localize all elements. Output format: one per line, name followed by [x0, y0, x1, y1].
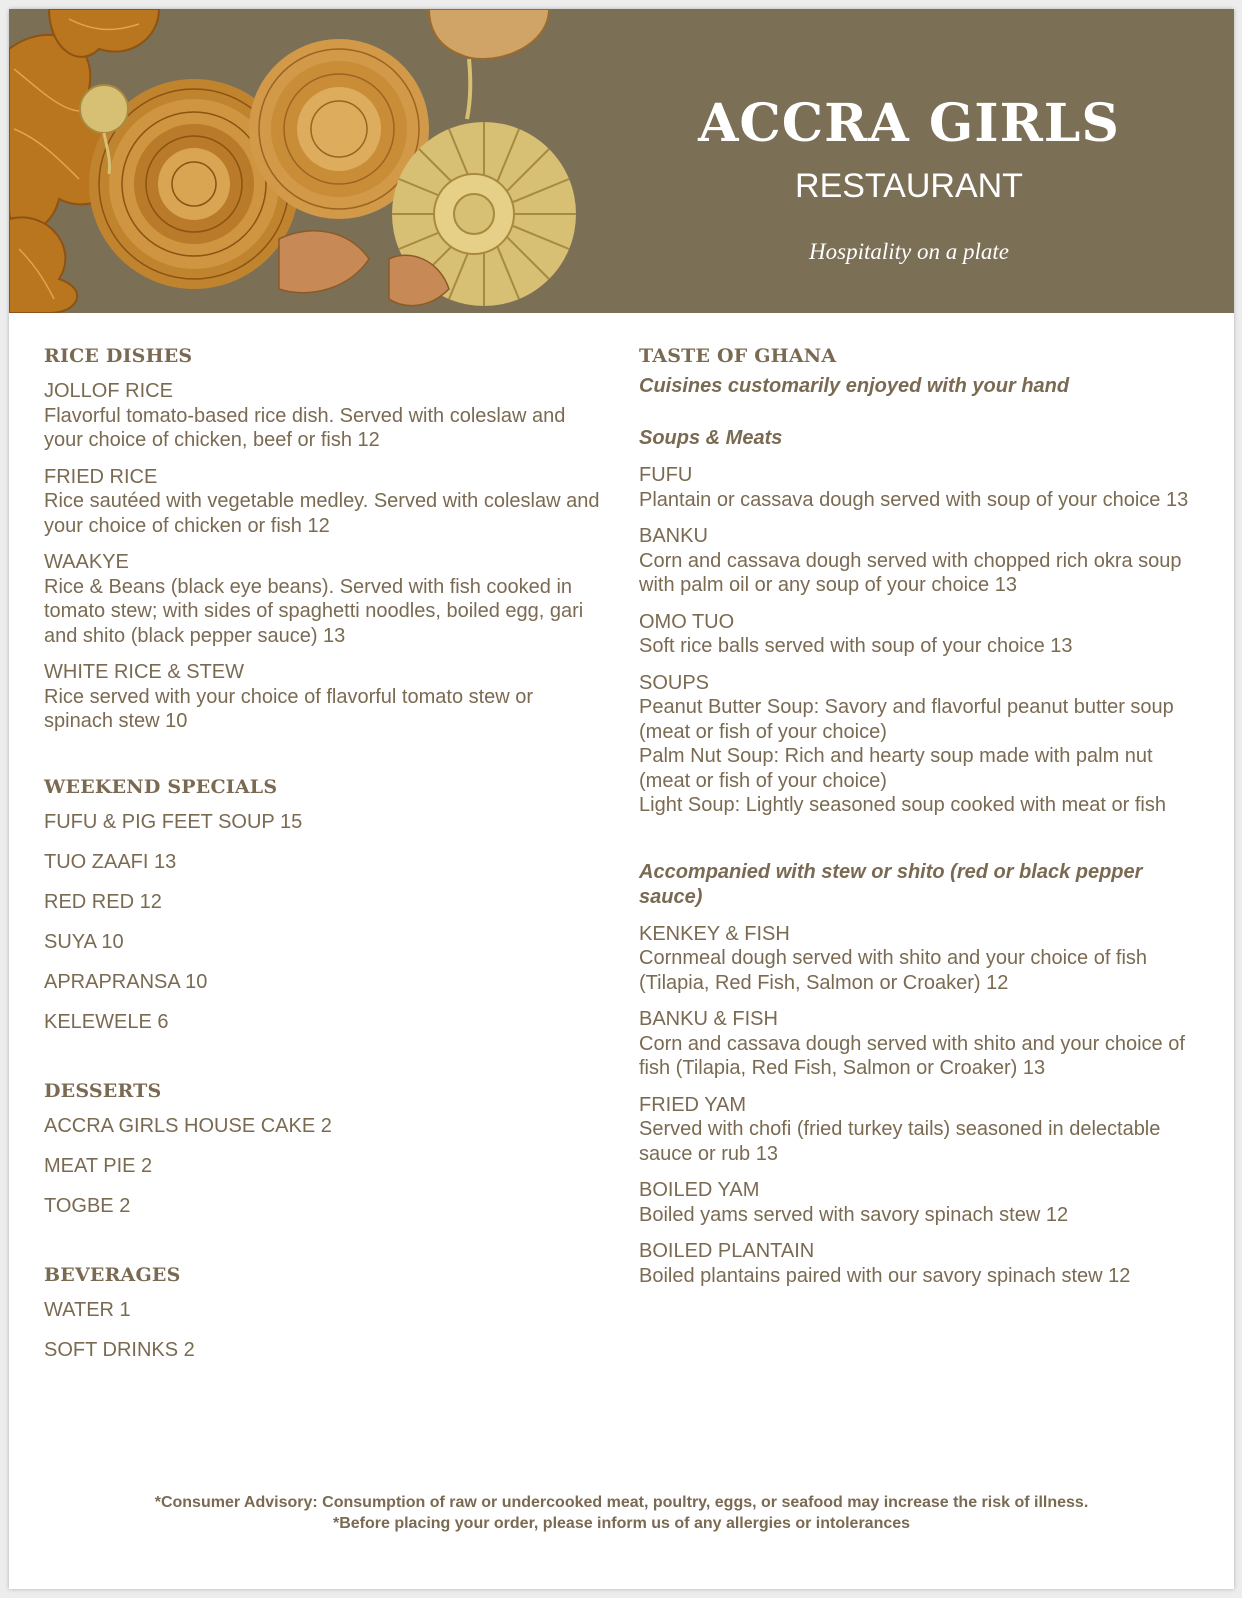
- item-name: BANKU: [639, 525, 708, 547]
- floral-decoration-icon: [9, 9, 609, 313]
- list-item: TOGBE 2: [44, 1194, 131, 1217]
- item-description: Rice sautéed with vegetable medley. Served with coleslaw and your choice of chicken or fish 12: [44, 490, 600, 537]
- list-item: WATER 1: [44, 1298, 131, 1321]
- item-name: BOILED PLANTAIN: [639, 1240, 815, 1262]
- item-name: FUFU: [639, 464, 693, 486]
- item-description: Rice served with your choice of flavorful tomato stew or spinach stew 10: [44, 685, 534, 732]
- section-title-beverages: BEVERAGES: [44, 1263, 181, 1286]
- item-description: Peanut Butter Soup: Savory and flavorful peanut butter soup (meat or fish of your choice): [639, 696, 1174, 743]
- section-title-desserts: DESSERTS: [44, 1079, 162, 1102]
- item-description: Cornmeal dough served with shito and your choice of fish (Tilapia, Red Fish, Salmon or Croaker) 12: [639, 947, 1148, 994]
- menu-item: [639, 610, 1199, 659]
- list-item: RED RED 12: [44, 890, 162, 913]
- item-description: Boiled plantains paired with our savory spinach stew 12: [639, 1264, 1131, 1287]
- header-banner: [9, 9, 1234, 313]
- left-column: [44, 345, 604, 1378]
- tagline: Hospitality on a plate: [809, 239, 1009, 264]
- restaurant-type: RESTAURANT: [795, 167, 1023, 205]
- menu-item: [44, 465, 604, 539]
- menu-item: [44, 550, 604, 648]
- group-heading-accompanied: Accompanied with stew or shito (red or black pepper sauce): [639, 860, 1143, 908]
- item-name: FRIED YAM: [639, 1093, 747, 1116]
- section-title-rice-dishes: RICE DISHES: [44, 345, 193, 367]
- menu-item: [639, 1093, 1199, 1167]
- item-name: WAAKYE: [44, 551, 129, 573]
- menu-item: [639, 524, 1199, 598]
- list-item: TUO ZAAFI 13: [44, 850, 177, 873]
- item-name: BANKU & FISH: [639, 1008, 778, 1030]
- list-item: APRAPRANSA 10: [44, 970, 208, 993]
- footer-advisory: [9, 1492, 1234, 1534]
- menu-item: [44, 660, 604, 734]
- item-name: SOUPS: [639, 671, 710, 694]
- item-description: Corn and cassava dough served with chopped rich okra soup with palm oil or any soup of your choice 13: [639, 549, 1182, 596]
- list-item: ACCRA GIRLS HOUSE CAKE 2: [44, 1114, 332, 1137]
- list-item: MEAT PIE 2: [44, 1154, 153, 1177]
- menu-item: [639, 1239, 1199, 1288]
- list-item: SOFT DRINKS 2: [44, 1338, 195, 1361]
- right-column: [639, 345, 1199, 1300]
- menu-item: [639, 922, 1199, 996]
- item-description: Plantain or cassava dough served with soup of your choice 13: [639, 488, 1189, 511]
- item-name: JOLLOF RICE: [44, 380, 173, 402]
- menu-item: [639, 463, 1199, 512]
- menu-item: [639, 1007, 1199, 1081]
- menu-item: [639, 1178, 1199, 1227]
- item-name: OMO TUO: [639, 610, 735, 633]
- consumer-advisory: *Consumer Advisory: Consumption of raw or undercooked meat, poultry, eggs, or seafood may increase the risk of illness.: [154, 1494, 1089, 1511]
- item-description: Corn and cassava dough served with shito and your choice of fish (Tilapia, Red Fish, Salmon or Croaker) 13: [639, 1032, 1185, 1079]
- item-description: Soft rice balls served with soup of your choice 13: [639, 635, 1073, 657]
- section-subtitle: Cuisines customarily enjoyed with your hand: [639, 375, 1070, 397]
- item-name: WHITE RICE & STEW: [44, 661, 244, 683]
- item-description: Palm Nut Soup: Rich and hearty soup made with palm nut (meat or fish of your choice): [639, 745, 1153, 792]
- item-description: Boiled yams served with savory spinach stew 12: [639, 1203, 1069, 1226]
- group-heading-soups-meats: Soups & Meats: [639, 427, 783, 449]
- menu-item: [44, 379, 604, 453]
- list-item: SUYA 10: [44, 930, 124, 953]
- item-description: Rice & Beans (black eye beans). Served with fish cooked in tomato stew; with sides of spaghetti noodles, boiled egg, gari and shito (black pepper sauce) 13: [44, 575, 584, 647]
- restaurant-name: ACCRA GIRLS: [698, 93, 1120, 154]
- allergy-notice: *Before placing your order, please inform us of any allergies or intolerances: [332, 1515, 911, 1532]
- list-item: KELEWELE 6: [44, 1010, 169, 1033]
- section-title-taste-of-ghana: TASTE OF GHANA: [639, 345, 837, 367]
- item-description: Flavorful tomato-based rice dish. Served with coleslaw and your choice of chicken, beef or fish 12: [44, 404, 566, 451]
- item-name: FRIED RICE: [44, 465, 158, 488]
- item-name: BOILED YAM: [639, 1179, 760, 1201]
- item-description: Light Soup: Lightly seasoned soup cooked with meat or fish: [639, 794, 1166, 816]
- list-item: FUFU & PIG FEET SOUP 15: [44, 810, 303, 833]
- item-name: KENKEY & FISH: [639, 922, 790, 945]
- menu-page: [9, 9, 1234, 1589]
- section-title-weekend-specials: WEEKEND SPECIALS: [44, 775, 278, 798]
- item-description: Served with chofi (fried turkey tails) seasoned in delectable sauce or rub 13: [639, 1118, 1161, 1165]
- brand-block: [609, 9, 1209, 313]
- menu-item: [639, 671, 1199, 818]
